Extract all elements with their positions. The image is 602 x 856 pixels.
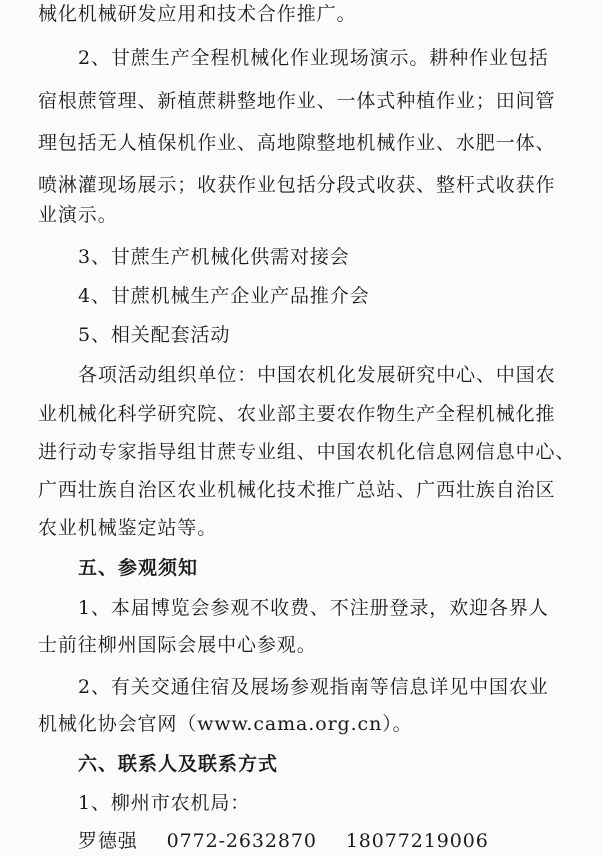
organizers-line-2: 业机械化科学研究院、农业部主要农作物生产全程机械化推	[38, 403, 556, 425]
section-heading-visit-notes: 五、参观须知	[78, 557, 199, 579]
organizers-line-4: 广西壮族自治区农业机械化技术推广总站、广西壮族自治区	[38, 479, 556, 501]
contact-name: 罗德强	[78, 830, 138, 852]
organizers-line-1: 各项活动组织单位：中国农机化发展研究中心、中国农	[78, 364, 556, 386]
organizers-line-3: 进行动专家指导组甘蔗专业组、中国农机化信息网信息中心、	[38, 441, 576, 463]
section-heading-contacts: 六、联系人及联系方式	[78, 753, 279, 775]
contact-mobile: 18077219006	[345, 830, 489, 852]
item-3: 3、甘蔗生产机械化供需对接会	[78, 246, 350, 268]
visit-note-2-line-2: 机械化协会官网（www.cama.org.cn）。	[38, 713, 413, 735]
item-5: 5、相关配套活动	[78, 324, 231, 346]
contact-org: 1、柳州市农机局：	[78, 792, 251, 814]
paragraph-continuation: 械化机械研发应用和技术合作推广。	[38, 3, 357, 25]
visit-note-1-line-1: 1、本届博览会参观不收费、不注册登录，欢迎各界人	[78, 597, 549, 619]
visit-note-1-line-2: 士前往柳州国际会展中心参观。	[38, 634, 317, 656]
item-4: 4、甘蔗机械生产企业产品推介会	[78, 285, 370, 307]
item-2-line-3: 理包括无人植保机作业、高地隙整地机械作业、水肥一体、	[38, 132, 556, 154]
item-2-line-5: 业演示。	[38, 204, 118, 226]
visit-note-2-line-1: 2、有关交通住宿及展场参观指南等信息详见中国农业	[78, 676, 549, 698]
contact-phone: 0772-2632870	[166, 830, 317, 852]
item-2-line-2: 宿根蔗管理、新植蔗耕整地作业、一体式种植作业；田间管	[38, 90, 556, 112]
contact-row	[78, 829, 489, 853]
organizers-line-5: 农业机械鉴定站等。	[38, 517, 218, 539]
item-2-line-4: 喷淋灌现场展示；收获作业包括分段式收获、整杆式收获作	[38, 174, 556, 196]
item-2-line-1: 2、甘蔗生产全程机械化作业现场演示。耕种作业包括	[78, 47, 549, 69]
